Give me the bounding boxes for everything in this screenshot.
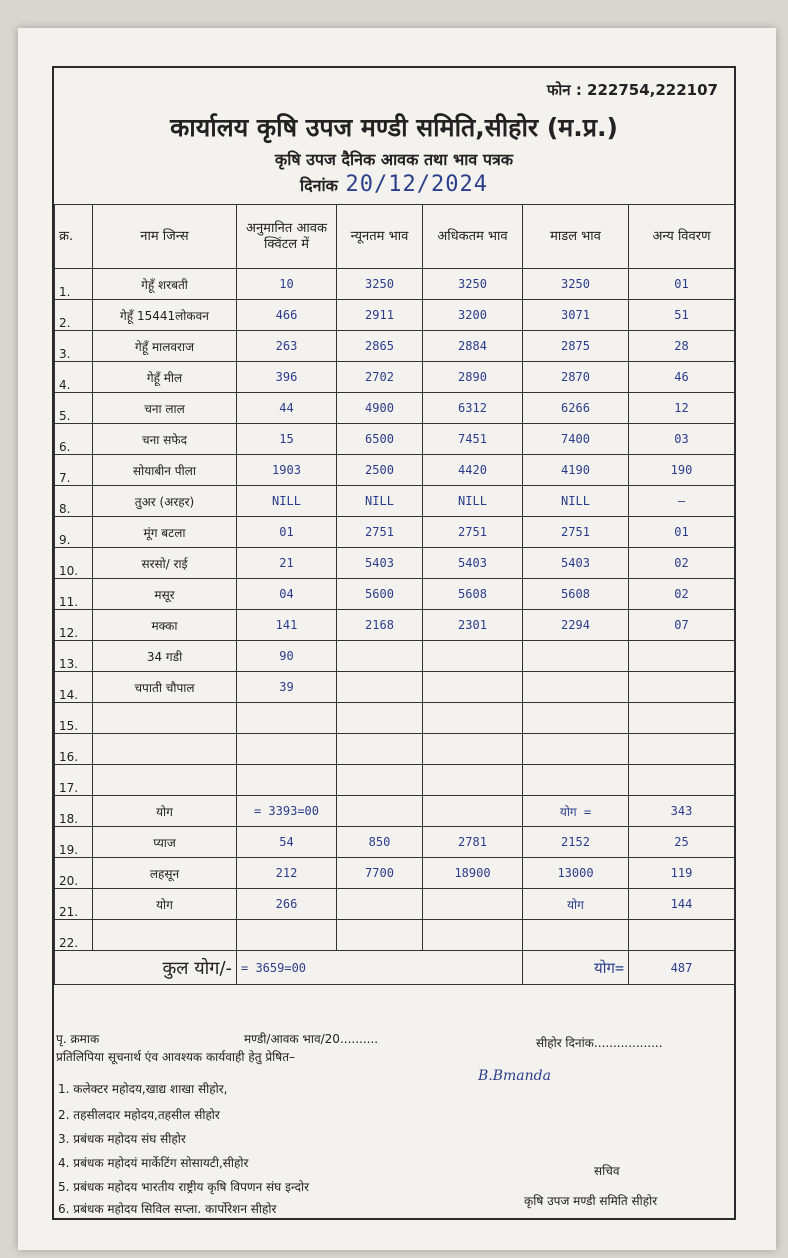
cell-model: 2152 — [523, 827, 629, 858]
cell-max: 18900 — [423, 858, 523, 889]
cell-min: 5403 — [337, 548, 423, 579]
signature: B.Bmanda — [478, 1068, 551, 1084]
cell-min: 2865 — [337, 331, 423, 362]
total-right-label: योग= — [523, 951, 629, 985]
table-row — [55, 920, 735, 951]
cell-min: 4900 — [337, 393, 423, 424]
row-sn: 13. — [55, 641, 93, 672]
cell-model: योग = — [523, 796, 629, 827]
cell-other: 01 — [629, 269, 735, 300]
cell-max — [423, 765, 523, 796]
cell-arrival: 266 — [237, 889, 337, 920]
table-row — [55, 455, 735, 486]
cell-max: 6312 — [423, 393, 523, 424]
table-row — [55, 269, 735, 300]
sheet-subtitle: कृषि उपज दैनिक आवक तथा भाव पत्रक — [274, 150, 514, 169]
row-sn: 2. — [55, 300, 93, 331]
table-row — [55, 858, 735, 889]
total-pad — [55, 951, 93, 985]
row-sn: 12. — [55, 610, 93, 641]
cell-model: 6266 — [523, 393, 629, 424]
cell-min — [337, 672, 423, 703]
cell-name: योग — [93, 796, 237, 827]
cell-min — [337, 703, 423, 734]
cell-name: मसूर — [93, 579, 237, 610]
cell-model: NILL — [523, 486, 629, 517]
forward-line: प्रतिलिपिया सूचनार्थ एंव आवश्यक कार्यवाही हेतु प्रेषित– — [56, 1050, 296, 1064]
cell-other: 144 — [629, 889, 735, 920]
cell-name — [93, 765, 237, 796]
cell-other — [629, 920, 735, 951]
cell-arrival: 396 — [237, 362, 337, 393]
cell-model: 2294 — [523, 610, 629, 641]
cell-max — [423, 734, 523, 765]
cc-item: 1. कलेक्टर महोदय,खाद्य शाखा सीहोर, — [58, 1082, 228, 1096]
cell-name: मक्का — [93, 610, 237, 641]
row-sn: 9. — [55, 517, 93, 548]
cell-other: 28 — [629, 331, 735, 362]
table-row — [55, 517, 735, 548]
cell-arrival: 39 — [237, 672, 337, 703]
table-row — [55, 579, 735, 610]
cell-other: 343 — [629, 796, 735, 827]
cell-other: — — [629, 486, 735, 517]
cell-max — [423, 796, 523, 827]
cell-min: 3250 — [337, 269, 423, 300]
cell-min — [337, 765, 423, 796]
table-row — [55, 796, 735, 827]
cell-other: 01 — [629, 517, 735, 548]
cell-name: गेहूँ मालवराज — [93, 331, 237, 362]
col-other: अन्य विवरण — [629, 205, 735, 269]
cell-max — [423, 889, 523, 920]
cc-item: 2. तहसीलदार महोदय,तहसील सीहोर — [58, 1108, 220, 1122]
cell-max — [423, 920, 523, 951]
cell-max: 2890 — [423, 362, 523, 393]
table-row — [55, 889, 735, 920]
cell-arrival: 466 — [237, 300, 337, 331]
cell-min: 2702 — [337, 362, 423, 393]
col-min: न्यूनतम भाव — [337, 205, 423, 269]
row-sn: 5. — [55, 393, 93, 424]
cell-model: 13000 — [523, 858, 629, 889]
cell-other: 03 — [629, 424, 735, 455]
cell-max: 5608 — [423, 579, 523, 610]
cell-name: योग — [93, 889, 237, 920]
cell-name: 34 गडी — [93, 641, 237, 672]
col-arrival: अनुमानित आवक क्विंटल में — [237, 205, 337, 269]
secretary-label: सचिव — [594, 1164, 620, 1178]
cell-arrival: NILL — [237, 486, 337, 517]
row-sn: 10. — [55, 548, 93, 579]
cell-arrival — [237, 734, 337, 765]
cell-model — [523, 920, 629, 951]
table-row — [55, 300, 735, 331]
row-sn: 6. — [55, 424, 93, 455]
date-line — [300, 172, 488, 197]
cell-arrival: 54 — [237, 827, 337, 858]
cell-model: योग — [523, 889, 629, 920]
cell-arrival: 1903 — [237, 455, 337, 486]
cell-min: 2500 — [337, 455, 423, 486]
cell-max: 2301 — [423, 610, 523, 641]
row-sn: 1. — [55, 269, 93, 300]
cell-min: 5600 — [337, 579, 423, 610]
table-header-row — [55, 205, 735, 269]
cell-arrival: 21 — [237, 548, 337, 579]
table-row — [55, 393, 735, 424]
cell-name: लहसून — [93, 858, 237, 889]
table-row — [55, 672, 735, 703]
cell-model: 3250 — [523, 269, 629, 300]
cell-max: 5403 — [423, 548, 523, 579]
cell-other: 46 — [629, 362, 735, 393]
cell-max: 3200 — [423, 300, 523, 331]
row-sn: 4. — [55, 362, 93, 393]
table-row — [55, 362, 735, 393]
phone-number: फोन : 222754,222107 — [546, 81, 718, 99]
total-right-value: 487 — [629, 951, 735, 985]
row-sn: 3. — [55, 331, 93, 362]
cell-other — [629, 765, 735, 796]
date-label: दिनांक — [300, 176, 338, 195]
col-max: अधिकतम भाव — [423, 205, 523, 269]
cell-arrival: 10 — [237, 269, 337, 300]
cell-other: 12 — [629, 393, 735, 424]
cell-other — [629, 703, 735, 734]
cell-model: 4190 — [523, 455, 629, 486]
cell-min — [337, 734, 423, 765]
cell-arrival: 263 — [237, 331, 337, 362]
cell-name: सोयाबीन पीला — [93, 455, 237, 486]
cell-model: 2870 — [523, 362, 629, 393]
cell-other: 119 — [629, 858, 735, 889]
row-sn: 17. — [55, 765, 93, 796]
cell-arrival: = 3393=00 — [237, 796, 337, 827]
table-row — [55, 827, 735, 858]
cell-max: 2751 — [423, 517, 523, 548]
total-row — [55, 951, 735, 985]
cell-arrival — [237, 765, 337, 796]
row-sn: 11. — [55, 579, 93, 610]
cell-other: 02 — [629, 548, 735, 579]
cell-other: 07 — [629, 610, 735, 641]
cell-name: गेहूँ 15441लोकवन — [93, 300, 237, 331]
row-sn: 16. — [55, 734, 93, 765]
cell-model — [523, 641, 629, 672]
ref-label: पृ. क्रमाक — [56, 1032, 100, 1046]
cell-name: चना लाल — [93, 393, 237, 424]
row-sn: 7. — [55, 455, 93, 486]
price-table — [54, 204, 735, 985]
sehore-date: सीहोर दिनांक.................. — [536, 1036, 663, 1050]
cell-model: 7400 — [523, 424, 629, 455]
table-row — [55, 548, 735, 579]
cell-model — [523, 765, 629, 796]
cell-name: सरसो/ राई — [93, 548, 237, 579]
cell-model — [523, 734, 629, 765]
cell-model — [523, 672, 629, 703]
cell-other: 25 — [629, 827, 735, 858]
table-row — [55, 703, 735, 734]
row-sn: 8. — [55, 486, 93, 517]
cell-arrival: 212 — [237, 858, 337, 889]
cell-max — [423, 672, 523, 703]
cell-name — [93, 734, 237, 765]
office-title: कार्यालय कृषि उपज मण्डी समिति,सीहोर (म.प्र.) — [170, 113, 618, 142]
cell-max — [423, 703, 523, 734]
cell-name — [93, 703, 237, 734]
row-sn: 18. — [55, 796, 93, 827]
cell-other — [629, 641, 735, 672]
cell-min: 2751 — [337, 517, 423, 548]
cell-model: 2751 — [523, 517, 629, 548]
col-name: नाम जिन्स — [93, 205, 237, 269]
cell-arrival — [237, 703, 337, 734]
cell-name: प्याज — [93, 827, 237, 858]
col-sn: क्र. — [55, 205, 93, 269]
cell-arrival: 44 — [237, 393, 337, 424]
row-sn: 19. — [55, 827, 93, 858]
table-row — [55, 424, 735, 455]
table-row — [55, 610, 735, 641]
cc-item: 4. प्रबंधक महोदयं मार्केटिंग सोसायटी,सीहोर — [58, 1156, 249, 1170]
row-sn: 21. — [55, 889, 93, 920]
cell-arrival: 01 — [237, 517, 337, 548]
cell-other: 51 — [629, 300, 735, 331]
cell-min — [337, 796, 423, 827]
cell-min: 7700 — [337, 858, 423, 889]
cell-max — [423, 641, 523, 672]
cell-min — [337, 641, 423, 672]
cell-other — [629, 672, 735, 703]
cell-min: 2168 — [337, 610, 423, 641]
cell-max: 2884 — [423, 331, 523, 362]
cell-min — [337, 889, 423, 920]
cell-min: 6500 — [337, 424, 423, 455]
row-sn: 15. — [55, 703, 93, 734]
row-sn: 22. — [55, 920, 93, 951]
cell-other: 02 — [629, 579, 735, 610]
cell-name: मूंग बटला — [93, 517, 237, 548]
cell-arrival: 141 — [237, 610, 337, 641]
cell-other — [629, 734, 735, 765]
table-row — [55, 641, 735, 672]
cell-name: चपाती चौपाल — [93, 672, 237, 703]
cell-arrival: 15 — [237, 424, 337, 455]
table-row — [55, 765, 735, 796]
mandi-line: मण्डी/आवक भाव/20.......... — [244, 1032, 379, 1046]
cc-item: 5. प्रबंधक महोदय भारतीय राष्ट्रीय कृषि विपणन संघ इन्दोर — [58, 1180, 310, 1194]
table-row — [55, 486, 735, 517]
cell-name: गेहूँ शरबती — [93, 269, 237, 300]
cell-name: तुअर (अरहर) — [93, 486, 237, 517]
cell-max: 7451 — [423, 424, 523, 455]
cell-model — [523, 703, 629, 734]
cell-min — [337, 920, 423, 951]
committee-label: कृषि उपज मण्डी समिति सीहोर — [524, 1194, 658, 1208]
cell-max: NILL — [423, 486, 523, 517]
cell-max: 2781 — [423, 827, 523, 858]
row-sn: 14. — [55, 672, 93, 703]
cell-other: 190 — [629, 455, 735, 486]
cell-name — [93, 920, 237, 951]
row-sn: 20. — [55, 858, 93, 889]
cell-name: गेहूँ मील — [93, 362, 237, 393]
cell-min: 850 — [337, 827, 423, 858]
cc-item: 6. प्रबंधक महोदय सिविल सप्ला. कार्पोरेशन सीहोर — [58, 1202, 277, 1216]
cell-model: 5403 — [523, 548, 629, 579]
table-row — [55, 331, 735, 362]
cell-min: NILL — [337, 486, 423, 517]
cell-name: चना सफेद — [93, 424, 237, 455]
col-model: माडल भाव — [523, 205, 629, 269]
total-value: = 3659=00 — [237, 951, 523, 985]
cell-arrival: 04 — [237, 579, 337, 610]
table-row — [55, 734, 735, 765]
cell-arrival: 90 — [237, 641, 337, 672]
date-value: 20/12/2024 — [345, 172, 488, 197]
cell-min: 2911 — [337, 300, 423, 331]
cell-model: 2875 — [523, 331, 629, 362]
cell-arrival — [237, 920, 337, 951]
cc-item: 3. प्रबंधक महोदय संघ सीहोर — [58, 1132, 186, 1146]
cell-max: 3250 — [423, 269, 523, 300]
cell-max: 4420 — [423, 455, 523, 486]
cell-model: 3071 — [523, 300, 629, 331]
cell-model: 5608 — [523, 579, 629, 610]
total-label: कुल योग/- — [93, 951, 237, 985]
